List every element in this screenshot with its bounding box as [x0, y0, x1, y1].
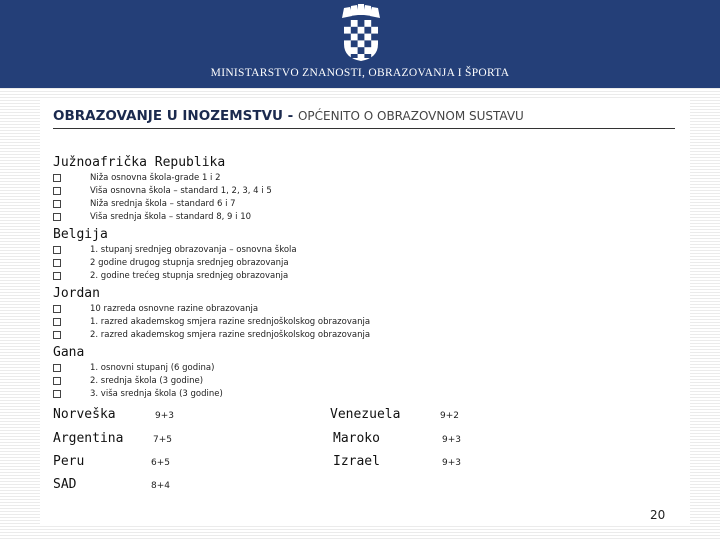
country-value: 9+3 [442, 458, 461, 468]
list-item: 2 godine drugog stupnja srednjeg obrazovanja [53, 258, 289, 268]
section-heading: Jordan [53, 286, 100, 301]
slide-title-main: OBRAZOVANJE U INOZEMSTVU - [53, 108, 298, 124]
bullet-box-icon [53, 174, 61, 182]
list-item: Niža srednja škola – standard 6 i 7 [53, 199, 236, 209]
bullet-box-icon [53, 364, 61, 372]
slide-title [53, 108, 524, 124]
list-item: Niža osnovna škola-grade 1 i 2 [53, 173, 221, 183]
page-number: 20 [650, 508, 666, 522]
bullet-box-icon [53, 213, 61, 221]
bullet-box-icon [53, 246, 61, 254]
bullet-box-icon [53, 200, 61, 208]
bullet-box-icon [53, 259, 61, 267]
list-item: 2. razred akademskog smjera razine srednjoškolskog obrazovanja [53, 330, 370, 340]
bullet-box-icon [53, 318, 61, 326]
list-item: 2. godine trećeg stupnja srednjeg obrazovanja [53, 271, 288, 281]
country-value: 7+5 [153, 435, 172, 445]
list-item: 10 razreda osnovne razine obrazovanja [53, 304, 258, 314]
country-name: Izrael [333, 454, 380, 469]
list-item: 2. srednja škola (3 godine) [53, 376, 203, 386]
section-heading: Gana [53, 345, 85, 360]
section-heading: Južnoafrička Republika [53, 155, 226, 170]
coat-of-arms-icon [338, 4, 384, 62]
country-name: Maroko [333, 431, 380, 446]
ministry-name: MINISTARSTVO ZNANOSTI, OBRAZOVANJA I ŠPORTA [210, 67, 510, 79]
list-item: 1. stupanj srednjeg obrazovanja – osnovna škola [53, 245, 297, 255]
list-item: Viša osnovna škola – standard 1, 2, 3, 4 i 5 [53, 186, 272, 196]
bullet-box-icon [53, 390, 61, 398]
list-item: 3. viša srednja škola (3 godine) [53, 389, 223, 399]
country-name: SAD [53, 477, 77, 492]
country-value: 6+5 [151, 458, 170, 468]
list-item: Viša srednja škola – standard 8, 9 i 10 [53, 212, 251, 222]
section-heading: Belgija [53, 227, 108, 242]
country-name: Venezuela [330, 407, 401, 422]
bullet-box-icon [53, 305, 61, 313]
country-value: 9+2 [440, 411, 459, 421]
country-name: Argentina [53, 431, 124, 446]
country-value: 9+3 [442, 435, 461, 445]
bullet-box-icon [53, 331, 61, 339]
country-value: 8+4 [151, 481, 170, 491]
title-divider [53, 128, 675, 129]
country-name: Norveška [53, 407, 116, 422]
bullet-box-icon [53, 272, 61, 280]
list-item: 1. razred akademskog smjera razine srednjoškolskog obrazovanja [53, 317, 370, 327]
bullet-box-icon [53, 187, 61, 195]
country-value: 9+3 [155, 411, 174, 421]
country-name: Peru [53, 454, 85, 469]
slide-title-sub: OPĆENITO O OBRAZOVNOM SUSTAVU [297, 109, 524, 123]
list-item: 1. osnovni stupanj (6 godina) [53, 363, 214, 373]
header-banner [0, 0, 720, 88]
bullet-box-icon [53, 377, 61, 385]
